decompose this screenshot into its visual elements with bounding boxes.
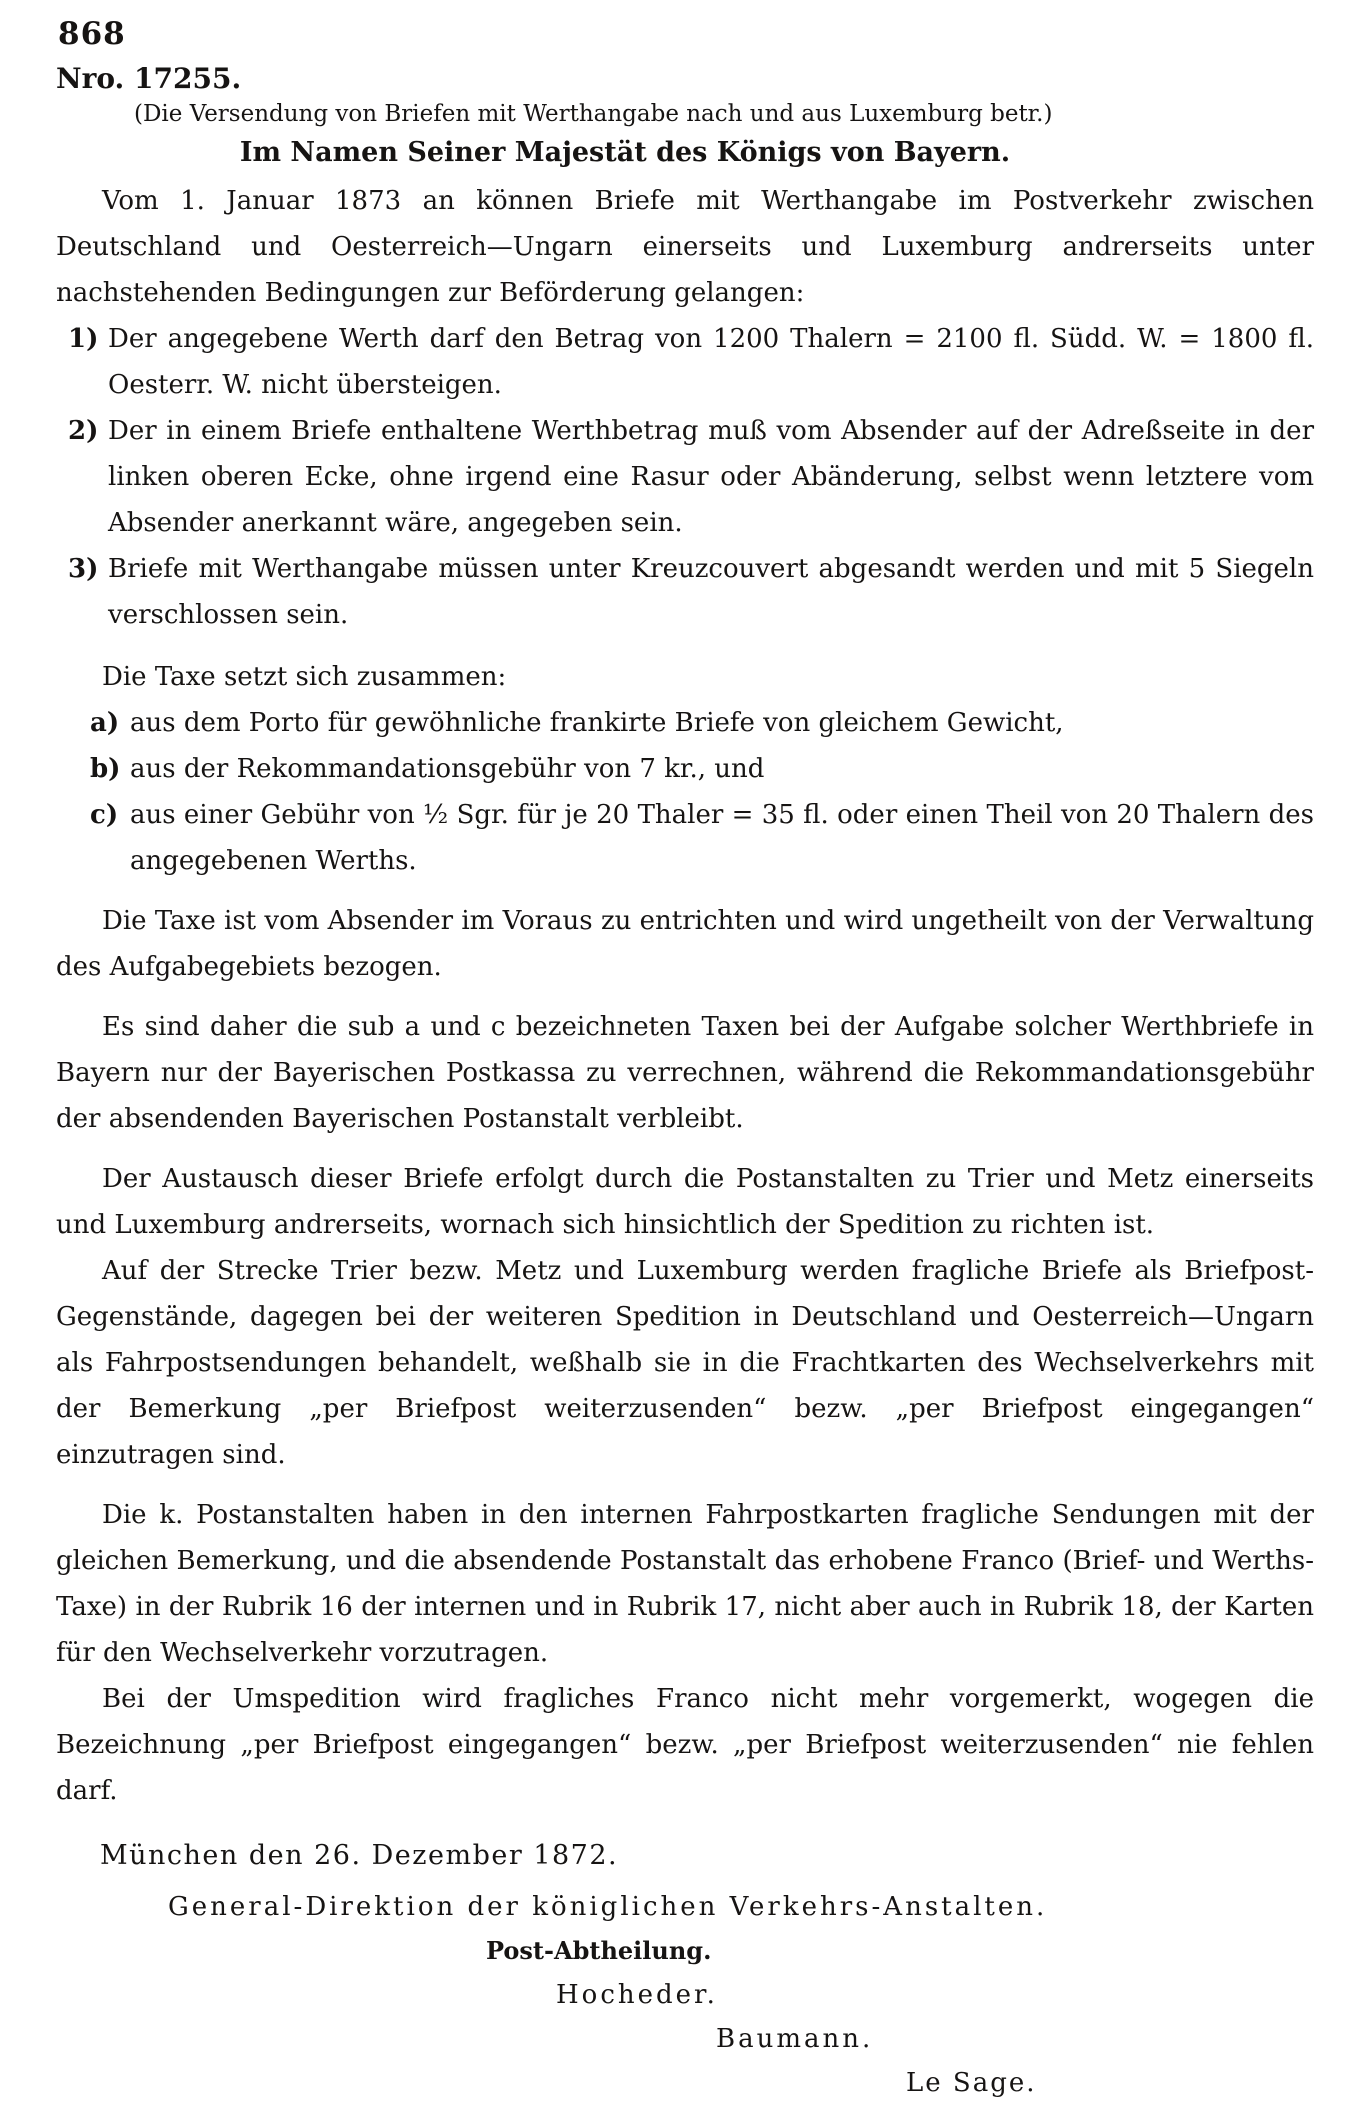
numbered-item-1: [56, 316, 1314, 408]
numbered-item-2: [56, 408, 1314, 546]
item-text: aus der Rekommandationsgebühr von 7 kr., und: [130, 754, 765, 784]
body-paragraph-2: Es sind daher die sub a und c bezeichneten Taxen bei der Aufgabe solcher Werthbriefe in Bayern nur der Bayerischen Postkassa zu verrechnen, während die Rekommandationsgebühr der absendenden Bayerischen Postanstalt verbleibt.: [56, 1012, 1314, 1134]
item-marker: a): [90, 708, 120, 738]
signature-organization: General-Direktion der königlichen Verkehrs-Anstalten.: [168, 1892, 1048, 1922]
item-text: Der angegebene Werth darf den Betrag von 1200 Thalern = 2100 fl. Südd. W. = 1800 fl. Oesterr. W. nicht übersteigen.: [108, 324, 1314, 400]
intro-paragraph: Vom 1. Januar 1873 an können Briefe mit Werthangabe im Postverkehr zwischen Deutschland und Oesterreich—Ungarn einerseits und Luxemburg andrerseits unter nachstehenden Bedingungen zur Beförderung gelangen:: [56, 186, 1314, 308]
body-paragraph-3: Der Austausch dieser Briefe erfolgt durch die Postanstalten zu Trier und Metz einerseits und Luxemburg andrerseits, wornach sich hinsichtlich der Spedition zu richten ist.: [56, 1164, 1314, 1240]
lettered-item-a: [56, 700, 1314, 746]
item-text: aus einer Gebühr von ½ Sgr. für je 20 Thaler = 35 fl. oder einen Theil von 20 Thalern des angegebenen Werths.: [130, 800, 1314, 876]
document-body: [56, 178, 1314, 1814]
signature-name-baumann: Baumann.: [716, 2024, 874, 2054]
item-marker: 1): [68, 324, 99, 354]
item-marker: 3): [68, 554, 99, 584]
page-number: 868: [58, 16, 126, 52]
lettered-item-b: [56, 746, 1314, 792]
item-text: Briefe mit Werthangabe müssen unter Kreuzcouvert abgesandt werden und mit 5 Siegeln verschlossen sein.: [108, 554, 1314, 630]
signature-division: Post-Abtheilung.: [486, 1936, 712, 1965]
signature-name-le-sage: Le Sage.: [906, 2068, 1037, 2098]
lettered-item-c: [56, 792, 1314, 884]
signature-block: [56, 1885, 1314, 2105]
item-marker: 2): [68, 416, 99, 446]
lettered-list: [56, 700, 1314, 884]
subject-line: (Die Versendung von Briefen mit Werthangabe nach und aus Luxemburg betr.): [134, 101, 1053, 127]
decree-number: Nro. 17255.: [56, 62, 242, 95]
item-text: Der in einem Briefe enthaltene Werthbetrag muß vom Absender auf der Adreßseite in der linken oberen Ecke, ohne irgend eine Rasur oder Abänderung, selbst wenn letztere vom Absender anerkannt wäre, angegeben sein.: [108, 416, 1314, 538]
numbered-list: [56, 316, 1314, 638]
dateline: München den 26. Dezember 1872.: [100, 1840, 619, 1871]
body-paragraph-1: Die Taxe ist vom Absender im Voraus zu entrichten und wird ungetheilt von der Verwaltung des Aufgabegebiets bezogen.: [56, 906, 1314, 982]
item-marker: c): [90, 800, 119, 830]
royal-heading: Im Namen Seiner Majestät des Königs von Bayern.: [239, 137, 1011, 168]
item-marker: b): [90, 754, 121, 784]
body-paragraph-6: Bei der Umspedition wird fragliches Franco nicht mehr vorgemerkt, wogegen die Bezeichnung „per Briefpost eingegangen“ bezw. „per Briefpost weiterzusenden“ nie fehlen darf.: [56, 1684, 1314, 1806]
body-paragraph-5: Die k. Postanstalten haben in den internen Fahrpostkarten fragliche Sendungen mit der gleichen Bemerkung, und die absendende Postanstalt das erhobene Franco (Brief- und Werths-Taxe) in der Rubrik 16 der internen und in Rubrik 17, nicht aber auch in Rubrik 18, der Karten für den Wechselverkehr vorzutragen.: [56, 1500, 1314, 1668]
item-text: aus dem Porto für gewöhnliche frankirte Briefe von gleichem Gewicht,: [130, 708, 1064, 738]
signature-name-hocheder: Hocheder.: [556, 1980, 718, 2010]
numbered-item-3: [56, 546, 1314, 638]
body-paragraph-4: Auf der Strecke Trier bezw. Metz und Luxemburg werden fragliche Briefe als Briefpost-Gegenstände, dagegen bei der weiteren Spedition in Deutschland und Oesterreich—Ungarn als Fahrpostsendungen behandelt, weßhalb sie in die Frachtkarten des Wechselverkehrs mit der Bemerkung „per Briefpost weiterzusenden“ bezw. „per Briefpost eingegangen“ einzutragen sind.: [56, 1256, 1314, 1470]
tax-heading: Die Taxe setzt sich zusammen:: [102, 662, 507, 692]
